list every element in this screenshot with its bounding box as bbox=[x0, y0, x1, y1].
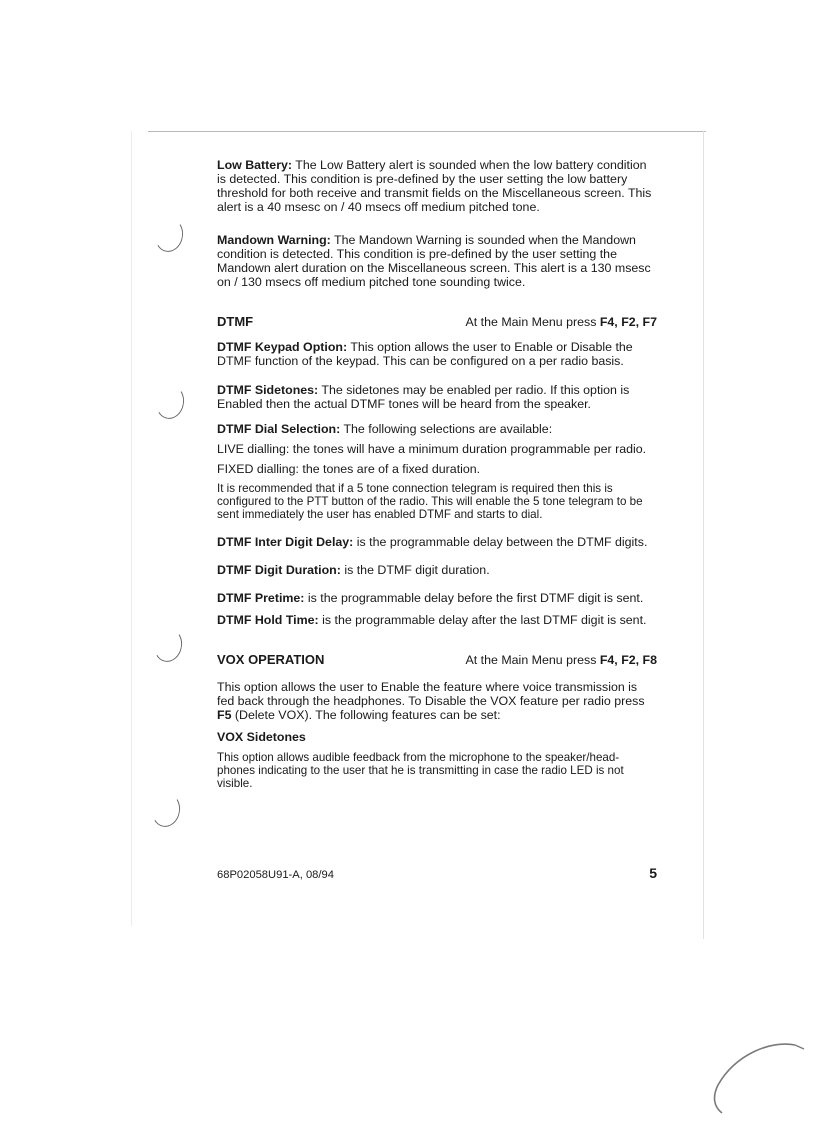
vox-intro-key: F5 bbox=[217, 708, 232, 722]
vox-menu-keys: F4, F2, F8 bbox=[599, 653, 657, 667]
dtmf-heading-row bbox=[217, 315, 657, 329]
vox-heading-row bbox=[217, 653, 657, 667]
dtmf-hold-time-term: DTMF Hold Time: bbox=[217, 613, 319, 627]
dtmf-keypad-text: This option allows the user to Enable or Disable the DTMF function of the keypad. This can be configured on a per radio basis. bbox=[217, 340, 633, 368]
paper-curl-mark bbox=[700, 1035, 810, 1115]
dtmf-hold-time-text: is the programmable delay after the last DTMF digit is sent. bbox=[322, 613, 647, 627]
dtmf-menu-path bbox=[466, 315, 657, 329]
dtmf-heading: DTMF bbox=[217, 314, 254, 329]
dtmf-inter-digit-term: DTMF Inter Digit Delay: bbox=[217, 535, 354, 549]
document-body bbox=[217, 158, 657, 790]
vox-menu-prefix: At the Main Menu press bbox=[465, 653, 597, 667]
mandown-text: The Mandown Warning is sounded when the Mandown condition is detected. This condition is pre-defined by the user setting the Mandown alert duration on the Miscellaneous screen. This alert is a 130 msesc on / 130 msecs off medium pitched tone sounding twice. bbox=[217, 233, 651, 289]
low-battery-term: Low Battery: bbox=[217, 158, 293, 172]
document-code: 68P02058U91-A, 08/94 bbox=[217, 869, 334, 881]
dtmf-inter-digit-text: is the programmable delay between the DTMF digits. bbox=[356, 535, 648, 549]
page-footer bbox=[217, 865, 657, 881]
page-right-edge bbox=[703, 131, 704, 939]
vox-menu-path bbox=[466, 653, 657, 667]
dtmf-live-dialling: LIVE dialling: the tones will have a minimum duration programmable per radio. bbox=[217, 442, 647, 456]
vox-sidetones-text: This option allows audible feedback from the microphone to the speaker/head-phones indicating to the user that he is transmitting in case the radio LED is not visible. bbox=[217, 751, 624, 790]
page-left-edge bbox=[131, 131, 132, 926]
punch-hole-mark bbox=[153, 383, 186, 421]
page-top-edge bbox=[148, 131, 706, 132]
mandown-term: Mandown Warning: bbox=[217, 233, 331, 247]
page-number: 5 bbox=[649, 865, 657, 881]
dtmf-recommendation: It is recommended that if a 5 tone connection telegram is required then this is configured to the PTT button of the radio. This will enable the 5 tone telegram to be sent immediately the user has enabled DTMF and starts to dial. bbox=[217, 482, 643, 521]
low-battery-text: The Low Battery alert is sounded when the low battery condition is detected. This condition is pre-defined by the user setting the low battery threshold for both receive and transmit fields on the Miscellaneous screen. This alert is a 40 msesc on / 40 msecs off medium pitched tone. bbox=[217, 158, 652, 214]
dtmf-dial-text: The following selections are available: bbox=[343, 422, 553, 436]
dtmf-inter-digit-paragraph bbox=[217, 535, 657, 549]
punch-hole-mark bbox=[149, 791, 182, 829]
dtmf-sidetones-paragraph bbox=[217, 383, 657, 411]
dtmf-dial-paragraph bbox=[217, 422, 657, 436]
dtmf-pretime-text: is the programmable delay before the first DTMF digit is sent. bbox=[307, 591, 644, 605]
dtmf-dial-term: DTMF Dial Selection: bbox=[217, 422, 341, 436]
vox-intro-text-a: This option allows the user to Enable the feature where voice transmission is fed back through the headphones. To Disable the VOX feature per radio press bbox=[217, 680, 645, 708]
vox-sidetones-heading: VOX Sidetones bbox=[217, 730, 306, 744]
low-battery-paragraph bbox=[217, 158, 657, 214]
vox-heading: VOX OPERATION bbox=[217, 652, 325, 667]
dtmf-keypad-term: DTMF Keypad Option: bbox=[217, 340, 348, 354]
dtmf-pretime-term: DTMF Pretime: bbox=[217, 591, 305, 605]
dtmf-menu-prefix: At the Main Menu press bbox=[465, 315, 597, 329]
dtmf-hold-time-paragraph bbox=[217, 613, 657, 627]
punch-hole-mark bbox=[152, 216, 185, 254]
dtmf-keypad-paragraph bbox=[217, 340, 657, 368]
dtmf-menu-keys: F4, F2, F7 bbox=[599, 315, 657, 329]
dtmf-sidetones-text: The sidetones may be enabled per radio. If this option is Enabled then the actual DTMF tones will be heard from the speaker. bbox=[217, 383, 630, 411]
dtmf-fixed-dialling: FIXED dialling: the tones are of a fixed duration. bbox=[217, 462, 481, 476]
punch-hole-mark bbox=[151, 626, 184, 664]
dtmf-pretime-paragraph bbox=[217, 591, 657, 605]
vox-intro-text-b: (Delete VOX). The following features can be set: bbox=[234, 708, 501, 722]
dtmf-digit-duration-paragraph bbox=[217, 563, 657, 577]
vox-intro-paragraph bbox=[217, 680, 657, 722]
mandown-paragraph bbox=[217, 233, 657, 289]
dtmf-sidetones-term: DTMF Sidetones: bbox=[217, 383, 319, 397]
dtmf-digit-duration-text: is the DTMF digit duration. bbox=[344, 563, 490, 577]
dtmf-digit-duration-term: DTMF Digit Duration: bbox=[217, 563, 341, 577]
